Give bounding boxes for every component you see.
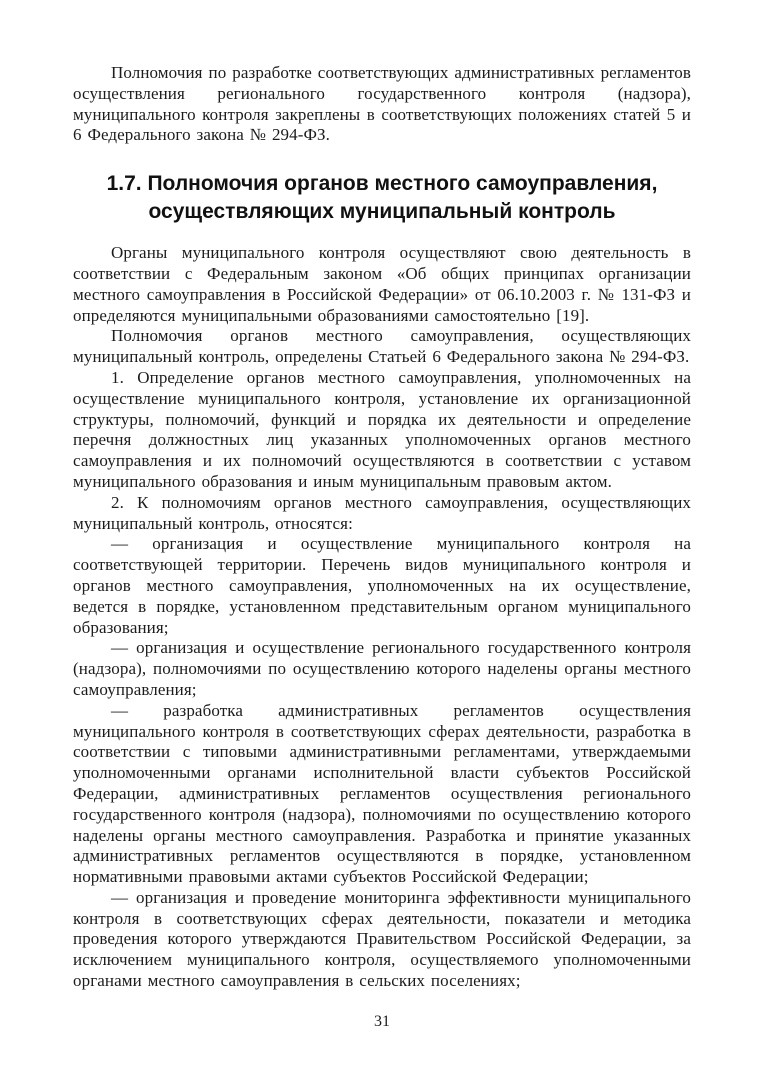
page-number: 31 bbox=[374, 1013, 390, 1030]
text-block bbox=[73, 63, 691, 992]
body-paragraph-8: — организация и проведение мониторинга эффективности муниципального контроля в соответствующих сферах деятельности, показатели и методика проведения которого утверждаются Правительством Российской Федерации, за исключением муниципального контроля, осуществляемого уполномоченными органами местного самоуправления в сельских поселениях; bbox=[73, 887, 691, 991]
body-paragraph-6: — организация и осуществление регионального государственного контроля (надзора), полномочиями по осуществлению которого наделены органы местного самоуправления; bbox=[73, 638, 691, 699]
body-paragraph-1: Органы муниципального контроля осуществляют свою деятельность в соответствии с Федеральным законом «Об общих принципах организации местного самоуправления в Российской Федерации» от 06.10.2003 г. № 131-ФЗ и определяются муниципальными образованиями самостоятельно [19]. bbox=[73, 243, 691, 325]
body-paragraph-5: — организация и осуществление муниципального контроля на соответствующей территории. Перечень видов муниципального контроля и органов местного самоуправления, уполномоченных на их осуществление, ведется в порядке, установленном представительным органом муниципального образования; bbox=[73, 534, 691, 637]
body-paragraph-3: 1. Определение органов местного самоуправления, уполномоченных на осуществление муниципального контроля, установление их организационной структуры, полномочий, функций и порядка их деятельности и определение перечня должностных лиц указанных уполномоченных органов местного самоуправления и их полномочий осуществляются в соответствии с уставом муниципального образования и иным муниципальным правовым актом. bbox=[73, 367, 691, 491]
body-paragraph-4: 2. К полномочиям органов местного самоуправления, осуществляющих муниципальный контроль, относятся: bbox=[73, 492, 691, 533]
section-heading: 1.7. Полномочия органов местного самоуправления, осуществляющих муниципальный контроль bbox=[106, 172, 658, 224]
lead-paragraph: Полномочия по разработке соответствующих административных регламентов осуществления регионального государственного контроля (надзора), муниципального контроля закреплены в соответствующих положениях статей 5 и 6 Федерального закона № 294-ФЗ. bbox=[73, 63, 691, 145]
body-paragraph-2: Полномочия органов местного самоуправления, осуществляющих муниципальный контроль, определены Статьей 6 Федерального закона № 294-ФЗ. bbox=[73, 326, 691, 367]
body-paragraph-7: — разработка административных регламентов осуществления муниципального контроля в соответствующих сферах деятельности, разработка в соответствии с типовыми административными регламентами, утверждаемыми уполномоченными органами исполнительной власти субъектов Российской Федерации, административных регламентов осуществления регионального государственного контроля (надзора), полномочиями по осуществлению которого наделены органы местного самоуправления. Разработка и принятие указанных административных регламентов осуществляются в порядке, установленном нормативными правовыми актами субъектов Российской Федерации; bbox=[73, 700, 691, 887]
